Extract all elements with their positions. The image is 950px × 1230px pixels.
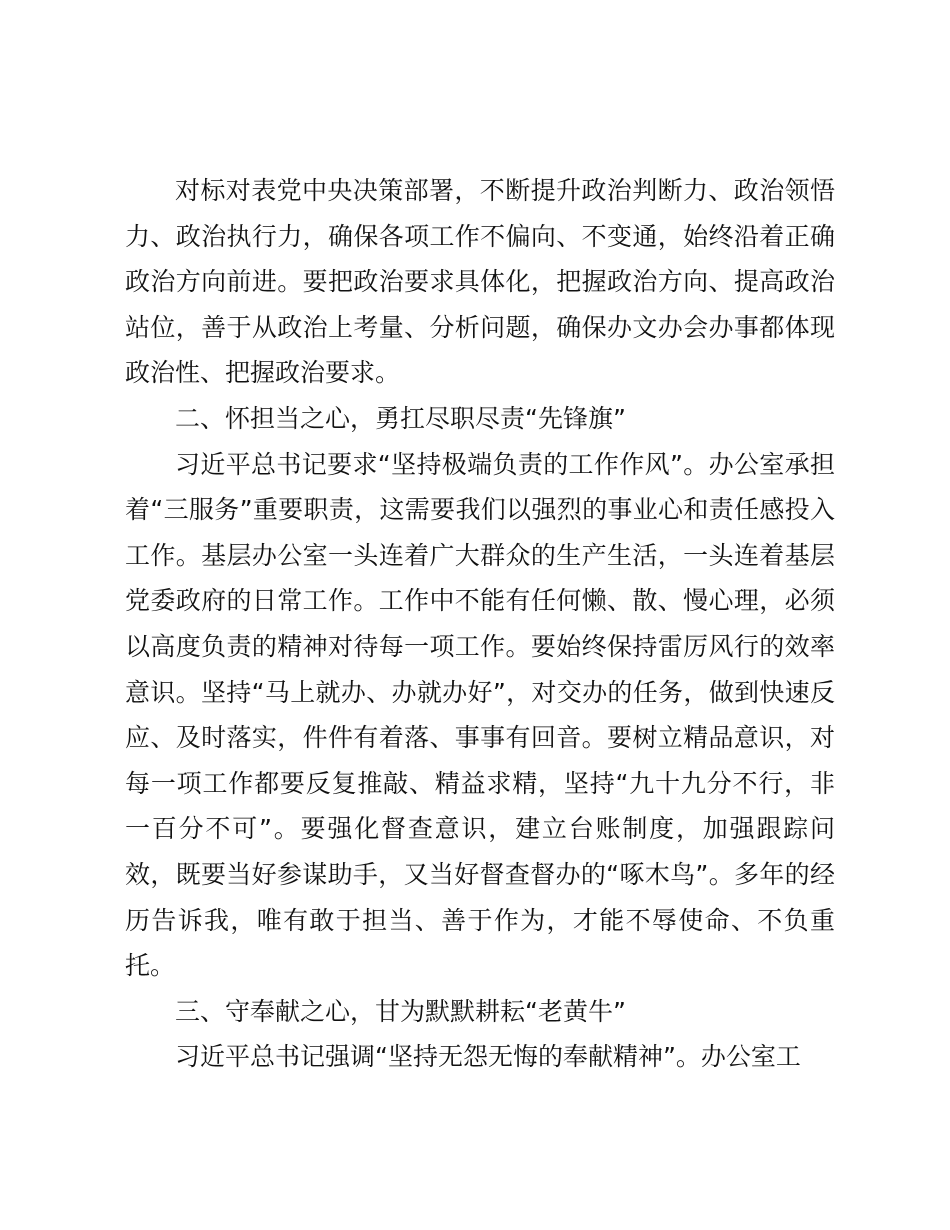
section-heading-dedication: 三、守奉献之心，甘为默默耕耘“老黄牛”: [175, 996, 626, 1026]
document-body: [125, 168, 835, 1080]
paragraph-dedication: 习近平总书记强调“坚持无怨无悔的奉献精神”。办公室工: [175, 1042, 801, 1072]
paragraph-political-direction: 对标对表党中央决策部署，不断提升政治判断力、政治领悟力、政治执行力，确保各项工作不偏向、不变通，始终沿着正确政治方向前进。要把政治要求具体化，把握政治方向、提高政治站位，善于从政治上考量、分析问题，确保办文办会办事都体现政治性、把握政治要求。: [125, 176, 835, 388]
paragraph-responsibility: 习近平总书记要求“坚持极端负责的工作作风”。办公室承担着“三服务”重要职责，这需要我们以强烈的事业心和责任感投入工作。基层办公室一头连着广大群众的生产生活，一头连着基层党委政府的日常工作。工作中不能有任何懒、散、慢心理，必须以高度负责的精神对待每一项工作。要始终保持雷厉风行的效率意识。坚持“马上就办、办就办好”，对交办的任务，做到快速反应、及时落实，件件有着落、事事有回音。要树立精品意识，对每一项工作都要反复推敲、精益求精，坚持“九十九分不行，非一百分不可”。要强化督查意识，建立台账制度，加强跟踪问效，既要当好参谋助手，又当好督查督办的“啄木鸟”。多年的经历告诉我，唯有敢于担当、善于作为，才能不辱使命、不负重托。: [125, 449, 835, 981]
section-heading-responsibility: 二、怀担当之心，勇扛尽职尽责“先锋旗”: [175, 403, 626, 433]
